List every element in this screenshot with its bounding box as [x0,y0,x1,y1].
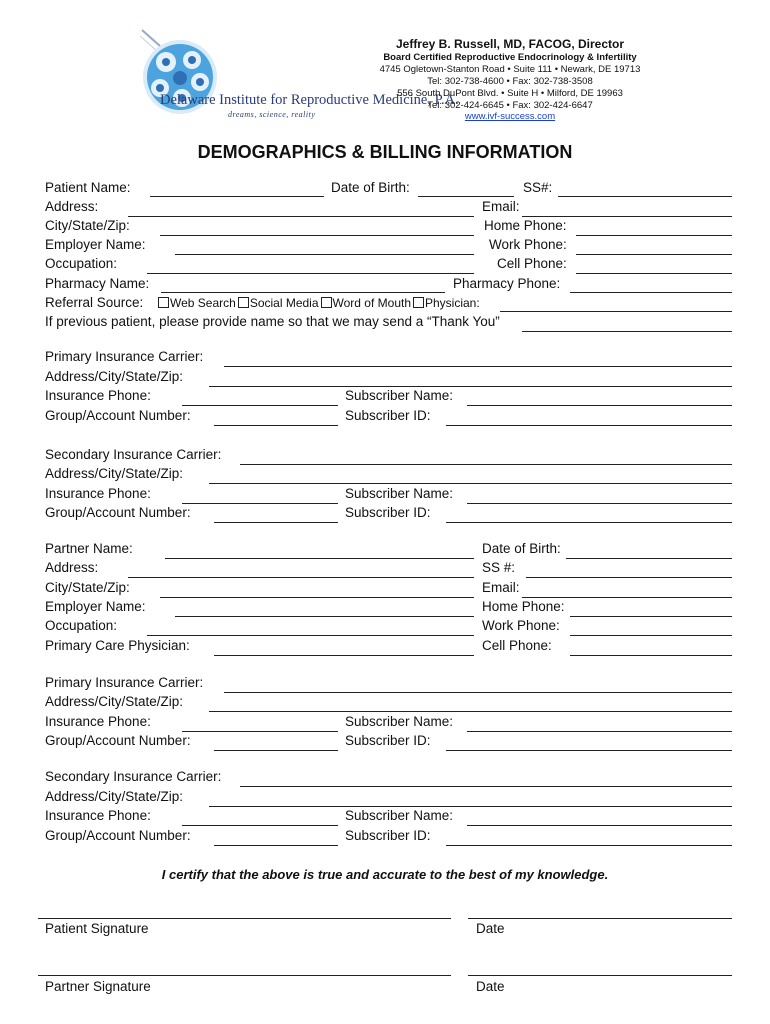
partner-secondary-subscriber-id-label: Subscriber ID: [345,828,431,843]
partner-work-phone-field[interactable] [570,621,732,636]
partner-secondary-group-field[interactable] [214,831,338,846]
patient-home-phone-field[interactable] [576,221,732,236]
referral-source-label: Referral Source: [45,295,144,310]
partner-employer-label: Employer Name: [45,599,146,614]
address-milford: 556 South DuPont Blvd. • Suite H • Milford, DE 19963 [397,88,623,99]
physician-checkbox[interactable] [413,297,424,308]
patient-address-field[interactable] [128,202,474,217]
patient-name-label: Patient Name: [45,180,131,195]
partner-address-field[interactable] [128,563,474,578]
partner-primary-carrier-field[interactable] [224,678,732,693]
secondary-group-label: Group/Account Number: [45,505,191,520]
primary-address-field[interactable] [209,372,732,387]
word-of-mouth-label: Word of Mouth [332,296,411,310]
partner-primary-address-field[interactable] [209,697,732,712]
partner-primary-phone-field[interactable] [182,717,338,732]
logo-tagline: dreams, science, reality [228,110,316,119]
partner-home-phone-field[interactable] [570,602,732,617]
previous-patient-text: If previous patient, please provide name so that we may send a “Thank You” [45,314,500,329]
social-media-label: Social Media [249,296,319,310]
patient-address-label: Address: [45,199,99,214]
referral-options [156,295,480,311]
patient-employer-field[interactable] [175,240,474,255]
page-title: DEMOGRAPHICS & BILLING INFORMATION [197,142,573,162]
partner-employer-field[interactable] [175,602,474,617]
address-newark: 4745 Ogletown-Stanton Road • Suite 111 • Newark, DE 19713 [379,64,641,75]
primary-subscriber-id-label: Subscriber ID: [345,408,431,423]
patient-dob-field[interactable] [418,182,514,197]
primary-address-label: Address/City/State/Zip: [45,369,184,384]
word-of-mouth-checkbox[interactable] [321,297,332,308]
primary-phone-label: Insurance Phone: [45,388,151,403]
partner-secondary-phone-label: Insurance Phone: [45,808,151,823]
patient-name-field[interactable] [150,182,324,197]
patient-date-line[interactable] [468,918,732,919]
partner-ss-label: SS #: [482,560,516,575]
partner-pcp-label: Primary Care Physician: [45,638,190,653]
patient-work-phone-label: Work Phone: [489,237,567,252]
partner-name-field[interactable] [165,544,474,559]
partner-signature-label: Partner Signature [45,979,151,994]
partner-primary-carrier-label: Primary Insurance Carrier: [45,675,204,690]
phone-milford: Tel: 302-424-6645 • Fax: 302-424-6647 [427,100,593,111]
partner-primary-address-label: Address/City/State/Zip: [45,694,184,709]
primary-carrier-field[interactable] [224,352,732,367]
partner-occupation-field[interactable] [147,621,474,636]
primary-carrier-label: Primary Insurance Carrier: [45,349,204,364]
patient-ss-field[interactable] [558,182,732,197]
partner-cell-phone-field[interactable] [570,641,732,656]
patient-city-field[interactable] [160,221,474,236]
partner-occupation-label: Occupation: [45,618,118,633]
social-media-checkbox[interactable] [238,297,249,308]
patient-occupation-field[interactable] [147,259,474,274]
primary-subscriber-id-field[interactable] [446,411,732,426]
secondary-subscriber-id-field[interactable] [446,508,732,523]
secondary-address-field[interactable] [209,469,732,484]
partner-home-phone-label: Home Phone: [482,599,565,614]
partner-cell-phone-label: Cell Phone: [482,638,552,653]
logo-org-name: Delaware Institute for Reproductive Medicine, P.A. [160,92,459,108]
previous-patient-name-field[interactable] [522,317,732,332]
partner-secondary-carrier-field[interactable] [240,772,732,787]
secondary-carrier-label: Secondary Insurance Carrier: [45,447,222,462]
patient-cell-phone-label: Cell Phone: [497,256,567,271]
partner-secondary-phone-field[interactable] [182,811,338,826]
partner-secondary-subscriber-id-field[interactable] [446,831,732,846]
patient-work-phone-field[interactable] [576,240,732,255]
primary-group-label: Group/Account Number: [45,408,191,423]
partner-primary-subscriber-id-label: Subscriber ID: [345,733,431,748]
partner-email-field[interactable] [522,583,732,598]
partner-secondary-subscriber-name-label: Subscriber Name: [345,808,454,823]
partner-work-phone-label: Work Phone: [482,618,560,633]
patient-ss-label: SS#: [523,180,553,195]
patient-date-label: Date [476,921,505,936]
patient-dob-label: Date of Birth: [331,180,410,195]
website-link[interactable]: www.ivf-success.com [464,111,556,122]
secondary-subscriber-name-field[interactable] [467,489,732,504]
secondary-group-field[interactable] [214,508,338,523]
partner-city-label: City/State/Zip: [45,580,130,595]
primary-subscriber-name-label: Subscriber Name: [345,388,454,403]
primary-group-field[interactable] [214,411,338,426]
patient-cell-phone-field[interactable] [576,259,732,274]
secondary-phone-field[interactable] [182,489,338,504]
pharmacy-phone-label: Pharmacy Phone: [453,276,561,291]
partner-email-label: Email: [482,580,520,595]
secondary-subscriber-name-label: Subscriber Name: [345,486,454,501]
secondary-phone-label: Insurance Phone: [45,486,151,501]
partner-primary-group-field[interactable] [214,736,338,751]
primary-phone-field[interactable] [182,391,338,406]
secondary-subscriber-id-label: Subscriber ID: [345,505,431,520]
partner-secondary-carrier-label: Secondary Insurance Carrier: [45,769,222,784]
partner-ss-field[interactable] [526,563,732,578]
partner-primary-group-label: Group/Account Number: [45,733,191,748]
pharmacy-name-label: Pharmacy Name: [45,276,150,291]
partner-primary-subscriber-id-field[interactable] [446,736,732,751]
pharmacy-phone-field[interactable] [570,278,732,293]
partner-city-field[interactable] [160,583,474,598]
patient-signature-label: Patient Signature [45,921,149,936]
partner-primary-subscriber-name-field[interactable] [467,717,732,732]
partner-secondary-group-label: Group/Account Number: [45,828,191,843]
partner-name-label: Partner Name: [45,541,133,556]
patient-email-field[interactable] [522,202,732,217]
physician-label: Physician: [425,296,480,310]
patient-home-phone-label: Home Phone: [484,218,567,233]
partner-primary-phone-label: Insurance Phone: [45,714,151,729]
partner-date-label: Date [476,979,505,994]
web-search-checkbox[interactable] [158,297,169,308]
web-search-label: Web Search [170,296,236,310]
patient-occupation-label: Occupation: [45,256,118,271]
partner-primary-subscriber-name-label: Subscriber Name: [345,714,454,729]
pharmacy-name-field[interactable] [161,278,445,293]
certification-statement: I certify that the above is true and accurate to the best of my knowledge. [161,867,609,882]
partner-date-line[interactable] [468,975,732,976]
partner-dob-field[interactable] [566,544,732,559]
physician-name-field[interactable] [500,297,732,312]
partner-address-label: Address: [45,560,99,575]
patient-signature-line[interactable] [38,918,451,919]
partner-dob-label: Date of Birth: [482,541,561,556]
secondary-carrier-field[interactable] [240,450,732,465]
partner-secondary-address-label: Address/City/State/Zip: [45,789,184,804]
partner-signature-line[interactable] [38,975,451,976]
partner-pcp-field[interactable] [214,641,474,656]
patient-email-label: Email: [482,199,520,214]
certification: Board Certified Reproductive Endocrinology & Infertility [383,52,637,63]
phone-newark: Tel: 302-738-4600 • Fax: 302-738-3508 [427,76,593,87]
partner-secondary-subscriber-name-field[interactable] [467,811,732,826]
partner-secondary-address-field[interactable] [209,792,732,807]
secondary-address-label: Address/City/State/Zip: [45,466,184,481]
primary-subscriber-name-field[interactable] [467,391,732,406]
patient-employer-label: Employer Name: [45,237,146,252]
patient-city-label: City/State/Zip: [45,218,130,233]
logo [100,22,459,127]
director-name: Jeffrey B. Russell, MD, FACOG, Director [395,37,625,51]
